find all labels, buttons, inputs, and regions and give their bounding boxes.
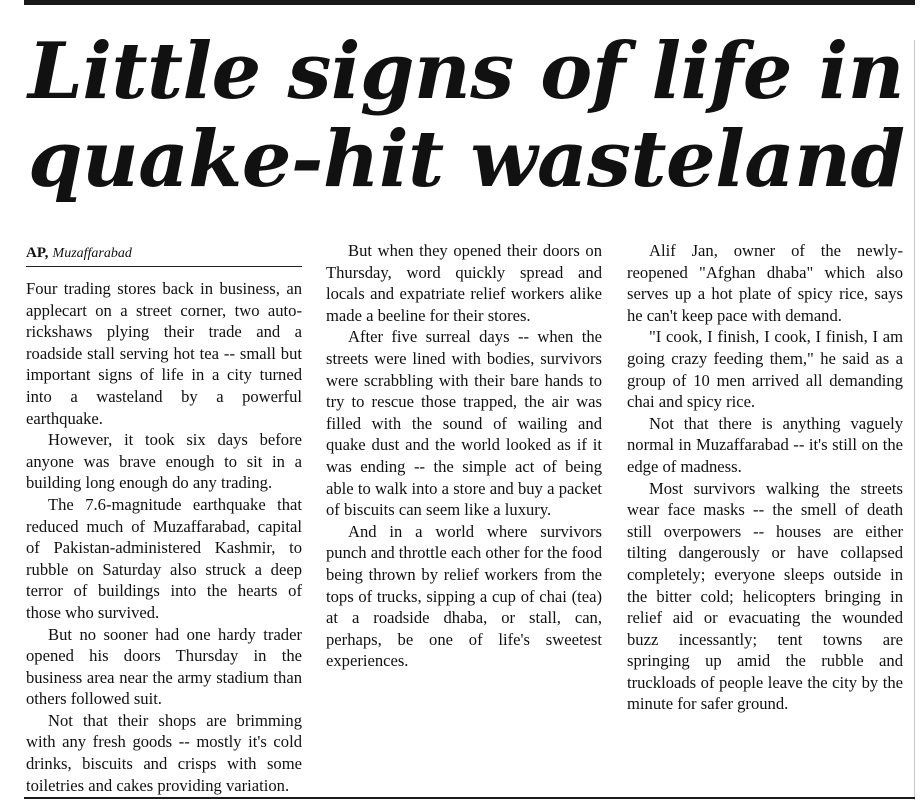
paragraph: Not that their shops are brimming with any fresh goods -- mostly it's cold drinks, biscuits and crisps with some toiletries and cakes providing variation. <box>26 710 302 795</box>
byline <box>26 240 302 267</box>
article-column-1 <box>26 240 302 796</box>
paragraph: And in a world where survivors punch and throttle each other for the food being thrown by relief workers from the tops of trucks, sipping a cup of chai (tea) at a roadside dhaba, or stall, can, perhaps, be one of life's sweetest experiences. <box>326 521 603 671</box>
byline-agency: AP, <box>26 245 49 261</box>
bottom-rule <box>24 797 915 799</box>
article-column-2 <box>326 240 602 672</box>
byline-place: Muzaffarabad <box>52 246 132 261</box>
paragraph: Alif Jan, owner of the newly-reopened "Afghan dhaba" which also serves up a hot plate of spicy rice, says he can't keep pace with demand. <box>627 241 903 325</box>
paragraph: "I cook, I finish, I cook, I finish, I am going crazy feeding them," he said as a group of 10 men arrived all demanding chai and spicy rice. <box>627 327 903 412</box>
paragraph: But when they opened their doors on Thursday, word quickly spread and locals and expatriate relief workers alike made a beeline for their stores. <box>326 241 602 325</box>
paragraph: The 7.6-magnitude earthquake that reduced much of Muzaffarabad, capital of Pakistan-administered Kashmir, to rubble on Saturday also struck a deep terror of buildings into the hearts of those who survived. <box>26 494 302 622</box>
paragraph: But no sooner had one hardy trader opened his doors Thursday in the business area near the army stadium than others followed suit. <box>26 624 302 709</box>
paragraph: After five surreal days -- when the streets were lined with bodies, survivors were scrabbling with their bare hands to try to rescue those trapped, the air was filled with the sound of wailing and quake dust and the world looked as if it was ending -- the simple act of being able to walk into a store and buy a packet of biscuits can seem like a luxury. <box>326 327 602 520</box>
headline: Little signs of life in quake-hit wasteland <box>28 26 905 205</box>
paragraph: However, it took six days before anyone was brave enough to sit in a building long enough do any trading. <box>26 430 302 493</box>
top-rule <box>24 0 915 5</box>
article-column-3 <box>627 240 903 715</box>
paragraph: Four trading stores back in business, an applecart on a street corner, two auto-rickshaws plying their trade and a roadside stall serving hot tea -- small but important signs of life in a city turned into a wasteland by a powerful earthquake. <box>26 279 302 428</box>
column-edge-rule <box>914 40 915 800</box>
paragraph: Most survivors walking the streets wear face masks -- the smell of death still overpowers -- houses are either tilting dangerously or have collapsed completely; everyone sleeps outside in the bitter cold; helicopters bringing in relief aid or evacuating the wounded buzz incessantly; tent towns are springing up amid the rubble and truckloads of people leave the city by the minute for safer ground. <box>627 478 903 714</box>
paragraph: Not that there is anything vaguely normal in Muzaffarabad -- it's still on the edge of madness. <box>627 413 903 476</box>
